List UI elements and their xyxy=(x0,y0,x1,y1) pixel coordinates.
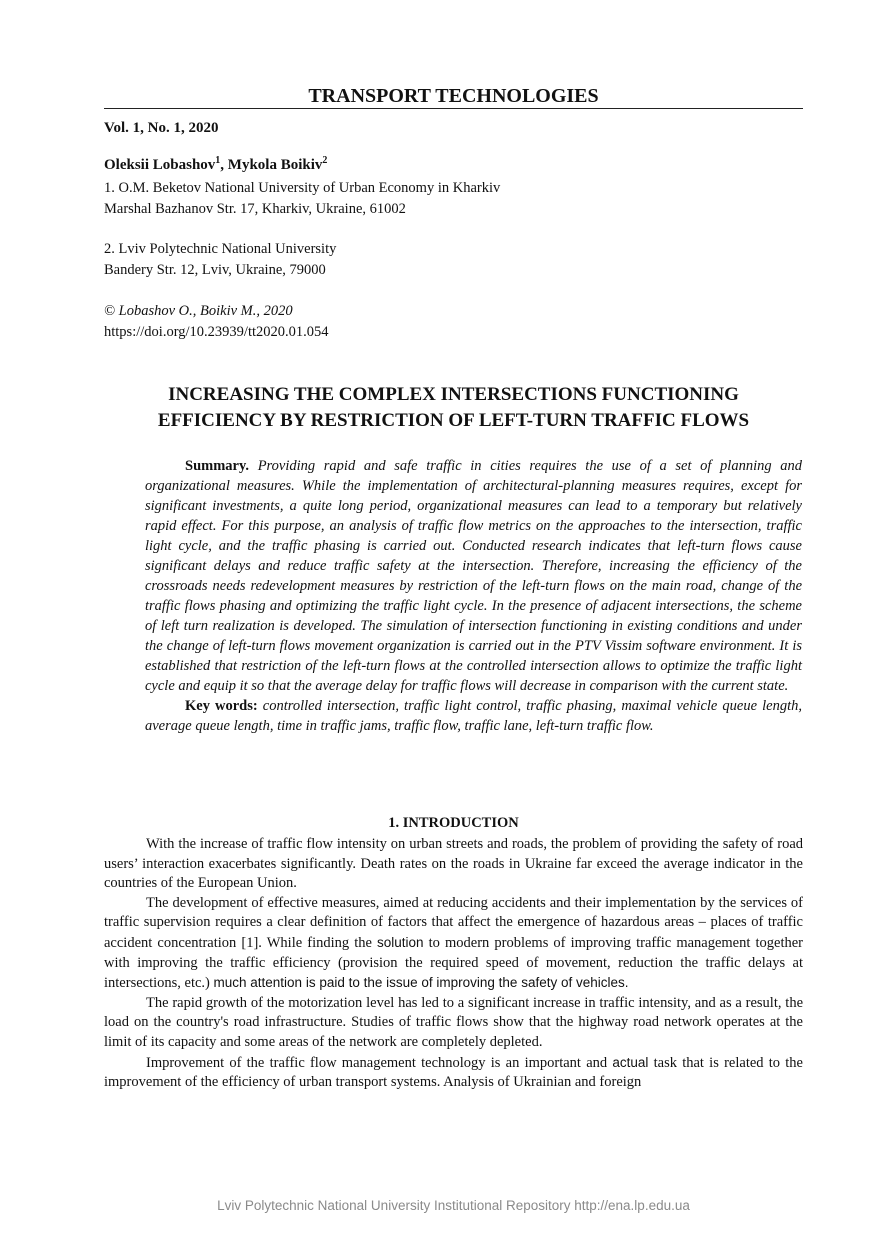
affiliation-2 xyxy=(104,239,336,280)
affiliation-line: Bandery Str. 12, Lviv, Ukraine, 79000 xyxy=(104,261,326,278)
keywords-paragraph xyxy=(145,696,802,736)
header-divider xyxy=(104,108,803,109)
paragraph-text: Improvement of the traffic flow management technology is an important and xyxy=(146,1054,613,1071)
paragraph xyxy=(104,1053,803,1093)
paragraph-text: The development of effective measures, aimed at reducing accidents and their implementation by the services of traffic supervision requires a clear definition of factors that affect the emergence of hazardous areas – places of traffic accident concentration [1]. While finding the xyxy=(104,894,803,951)
copyright-notice: © Lobashov O., Boikiv M., 2020 xyxy=(104,303,293,319)
keywords-label: Key words: xyxy=(185,698,258,714)
introduction-body xyxy=(104,835,803,1093)
volume-info: Vol. 1, No. 1, 2020 xyxy=(104,120,219,136)
paper-title xyxy=(104,382,803,434)
affiliation-line: 2. Lviv Polytechnic National University xyxy=(104,241,337,257)
paragraph: The rapid growth of the motorization level has led to a significant increase in traffic intensity, and as a result, the load on the country's road infrastructure. Studies of traffic flows show that the highway road network operates at the limit of its capacity and some areas of the network are completely depleted. xyxy=(104,994,803,1050)
journal-title: TRANSPORT TECHNOLOGIES xyxy=(308,85,599,107)
keywords-text: controlled intersection, traffic light control, traffic phasing, maximal vehicle queue length, average queue length, time in traffic jams, traffic flow, traffic lane, left-turn traffic flow. xyxy=(145,698,802,734)
affiliation-line: Marshal Bazhanov Str. 17, Kharkiv, Ukraine, 61002 xyxy=(104,200,406,217)
author-affiliation-mark: 2 xyxy=(322,155,328,166)
author-separator: , xyxy=(220,157,228,173)
repository-footer: Lviv Polytechnic National University Institutional Repository http://ena.lp.edu.ua xyxy=(217,1198,690,1213)
author-name: Mykola Boikiv xyxy=(227,157,323,173)
authors-line xyxy=(104,155,327,174)
summary-label: Summary. xyxy=(185,458,250,474)
highlighted-text: actual xyxy=(612,1054,649,1070)
paper-title-line: EFFICIENCY BY RESTRICTION OF LEFT-TURN TRAFFIC FLOWS xyxy=(157,410,750,431)
highlighted-text: solution xyxy=(377,934,424,950)
abstract xyxy=(145,456,802,736)
section-heading: 1. INTRODUCTION xyxy=(388,815,519,831)
highlighted-text: much attention is paid to the issue of improving the safety of vehicles. xyxy=(213,975,629,991)
paragraph-text: task that is related to the improvement of the efficiency of urban transport systems. Analysis of Ukrainian and foreign xyxy=(104,1054,803,1091)
author-affiliation-mark: 1 xyxy=(215,155,221,166)
paragraph-text: to modern problems of improving traffic management together with improving the traffic efficiency (provision the required speed of movement, reduction the traffic delays at intersections, etc.) xyxy=(104,934,803,992)
paragraph xyxy=(104,894,803,994)
affiliation-line: 1. O.M. Beketov National University of Urban Economy in Kharkiv xyxy=(104,180,501,196)
summary-text: Providing rapid and safe traffic in cities requires the use of a set of planning and organizational measures. While the implementation of architectural-planning measures requires, except for significant investments, a quite long period, organizational measures can lead to a temporary but relatively rapid effect. For this purpose, an analysis of traffic flow metrics on the approaches to the intersection, traffic light cycle, and the traffic phasing is carried out. Conducted research indicates that left-turn flows cause significant delays and reduce traffic safety at the intersection. Therefore, increasing the efficiency of the crossroads needs redevelopment measures by restriction of the left-turn flows on the main road, change of the traffic flows phasing and optimizing the traffic light cycle. In the presence of adjacent intersections, the scheme of left turn realization is developed. The simulation of intersection functioning in existing conditions and under the change of left-turn flows movement organization is carried out in the PTV Vissim software environment. It is established that restriction of the left-turn flows at the controlled intersection allows to optimize the traffic light cycle and equip it so that the average delay for traffic flows will decrease in comparison with the current state. xyxy=(145,458,803,694)
paragraph: With the increase of traffic flow intensity on urban streets and roads, the problem of providing the safety of road users’ interaction exacerbates significantly. Death rates on the roads in Ukraine far exceed the average indicator in the countries of the European Union. xyxy=(104,836,803,892)
copyright-block xyxy=(104,301,329,342)
author-name: Oleksii Lobashov xyxy=(104,157,216,173)
summary-paragraph xyxy=(145,456,802,696)
affiliation-1 xyxy=(104,178,500,219)
paper-title-line: INCREASING THE COMPLEX INTERSECTIONS FUNCTIONING xyxy=(168,384,739,405)
doi-link[interactable]: https://doi.org/10.23939/tt2020.01.054 xyxy=(104,323,329,340)
